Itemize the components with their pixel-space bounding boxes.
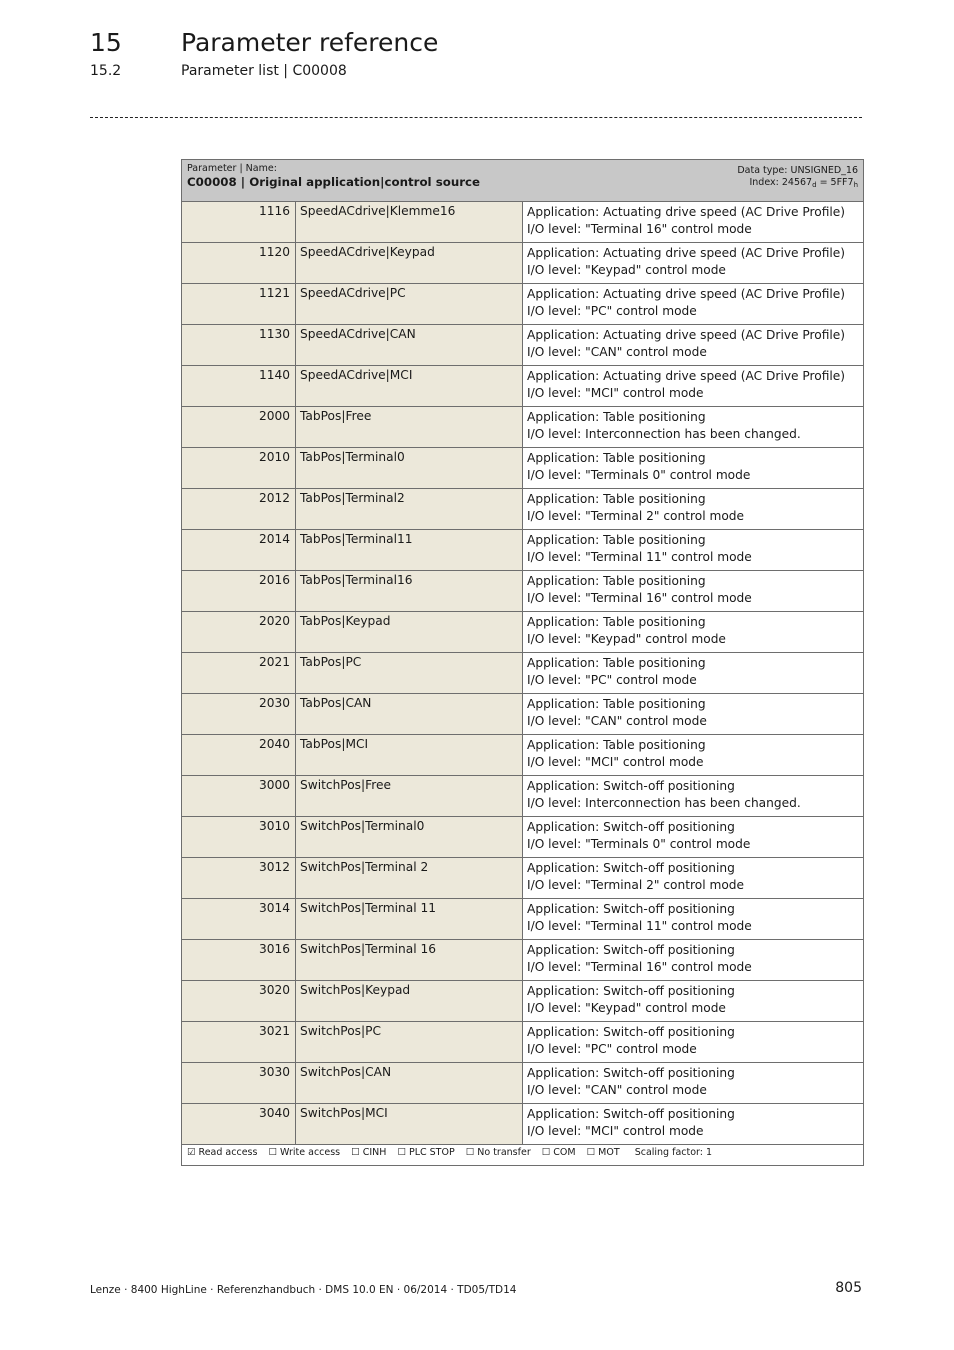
value-description (523, 325, 864, 366)
value-description (523, 571, 864, 612)
io-level-text: I/O level: Interconnection has been changed. (527, 795, 801, 810)
table-row (182, 202, 864, 243)
value-description (523, 899, 864, 940)
value-description (523, 530, 864, 571)
application-text: Application: Table positioning (527, 574, 706, 588)
application-text: Application: Switch-off positioning (527, 902, 735, 916)
io-level-text: I/O level: "CAN" control mode (527, 1082, 707, 1097)
io-level-text: I/O level: "Terminal 16" control mode (527, 221, 752, 236)
value-name: SwitchPos|Free (296, 776, 523, 817)
application-text: Application: Actuating drive speed (AC Drive Profile) (527, 205, 846, 219)
io-level-text: I/O level: "Terminal 2" control mode (527, 508, 745, 523)
write-access-flag: ☐ Write access (268, 1147, 341, 1158)
io-level-text: I/O level: "Terminal 11" control mode (527, 549, 752, 564)
application-text: Application: Table positioning (527, 492, 706, 506)
table-row (182, 981, 864, 1022)
value-name: SpeedACdrive|CAN (296, 325, 523, 366)
table-row (182, 448, 864, 489)
value-name: SwitchPos|Terminal0 (296, 817, 523, 858)
scaling-factor: Scaling factor: 1 (634, 1147, 713, 1158)
table-row (182, 1022, 864, 1063)
value-description (523, 817, 864, 858)
value-code: 2040 (182, 735, 296, 776)
plc-stop-flag: ☐ PLC STOP (397, 1147, 455, 1158)
value-name: SwitchPos|PC (296, 1022, 523, 1063)
io-level-text: I/O level: "PC" control mode (527, 1041, 697, 1056)
table-row (182, 694, 864, 735)
value-name: TabPos|Terminal11 (296, 530, 523, 571)
application-text: Application: Actuating drive speed (AC Drive Profile) (527, 287, 846, 301)
table-row (182, 1104, 864, 1145)
io-level-text: I/O level: "Terminal 2" control mode (527, 877, 745, 892)
table-row (182, 325, 864, 366)
io-level-text: I/O level: "Terminal 16" control mode (527, 590, 752, 605)
value-code: 3000 (182, 776, 296, 817)
application-text: Application: Table positioning (527, 738, 706, 752)
header-label: Parameter | Name: (187, 163, 277, 174)
value-description (523, 1104, 864, 1145)
io-level-text: I/O level: "PC" control mode (527, 303, 697, 318)
value-code: 3030 (182, 1063, 296, 1104)
value-code: 2030 (182, 694, 296, 735)
cinh-flag: ☐ CINH (351, 1147, 387, 1158)
value-description (523, 694, 864, 735)
value-name: TabPos|Free (296, 407, 523, 448)
value-name: SwitchPos|Terminal 16 (296, 940, 523, 981)
value-code: 3016 (182, 940, 296, 981)
application-text: Application: Actuating drive speed (AC Drive Profile) (527, 369, 846, 383)
table-row (182, 653, 864, 694)
chapter-title: Parameter reference (181, 28, 439, 57)
value-name: SwitchPos|Keypad (296, 981, 523, 1022)
io-level-text: I/O level: "MCI" control mode (527, 1123, 704, 1138)
header-info (737, 165, 858, 191)
table-row (182, 735, 864, 776)
table-row (182, 571, 864, 612)
value-description (523, 489, 864, 530)
value-name: SwitchPos|Terminal 2 (296, 858, 523, 899)
value-code: 3010 (182, 817, 296, 858)
io-level-text: I/O level: "Terminal 16" control mode (527, 959, 752, 974)
table-row (182, 489, 864, 530)
io-level-text: I/O level: "Keypad" control mode (527, 262, 726, 277)
value-name: TabPos|CAN (296, 694, 523, 735)
value-name: TabPos|Terminal16 (296, 571, 523, 612)
application-text: Application: Switch-off positioning (527, 1025, 735, 1039)
data-type: Data type: UNSIGNED_16 (737, 165, 859, 176)
value-description (523, 1022, 864, 1063)
value-description (523, 1063, 864, 1104)
mot-flag: ☐ MOT (586, 1147, 620, 1158)
io-level-text: I/O level: "MCI" control mode (527, 754, 704, 769)
application-text: Application: Switch-off positioning (527, 984, 735, 998)
value-code: 3014 (182, 899, 296, 940)
table-row (182, 243, 864, 284)
value-name: TabPos|Terminal2 (296, 489, 523, 530)
value-description (523, 407, 864, 448)
value-code: 3021 (182, 1022, 296, 1063)
io-level-text: I/O level: "CAN" control mode (527, 344, 707, 359)
section-title: Parameter list | C00008 (181, 63, 347, 79)
application-text: Application: Table positioning (527, 615, 706, 629)
application-text: Application: Actuating drive speed (AC Drive Profile) (527, 246, 846, 260)
io-level-text: I/O level: "Keypad" control mode (527, 631, 726, 646)
table-row (182, 899, 864, 940)
table-row (182, 366, 864, 407)
application-text: Application: Actuating drive speed (AC Drive Profile) (527, 328, 846, 342)
document-footer: Lenze · 8400 HighLine · Referenzhandbuch · DMS 10.0 EN · 06/2014 · TD05/TD14 (90, 1284, 517, 1296)
table-row (182, 284, 864, 325)
value-description (523, 653, 864, 694)
io-level-text: I/O level: "Terminal 11" control mode (527, 918, 752, 933)
parameter-name: C00008 | Original application|control source (187, 175, 481, 189)
page-number: 805 (835, 1280, 862, 1296)
value-name: TabPos|MCI (296, 735, 523, 776)
value-name: SwitchPos|MCI (296, 1104, 523, 1145)
value-description (523, 284, 864, 325)
value-code: 2014 (182, 530, 296, 571)
com-flag: ☐ COM (541, 1147, 576, 1158)
value-code: 3020 (182, 981, 296, 1022)
value-description (523, 243, 864, 284)
value-name: SpeedACdrive|Klemme16 (296, 202, 523, 243)
value-name: SpeedACdrive|PC (296, 284, 523, 325)
read-access-flag: ☑ Read access (187, 1147, 258, 1158)
header-divider (90, 117, 862, 118)
value-description (523, 202, 864, 243)
application-text: Application: Table positioning (527, 697, 706, 711)
value-description (523, 981, 864, 1022)
value-name: SwitchPos|Terminal 11 (296, 899, 523, 940)
io-level-text: I/O level: "Terminals 0" control mode (527, 836, 751, 851)
value-code: 3040 (182, 1104, 296, 1145)
application-text: Application: Switch-off positioning (527, 861, 735, 875)
value-code: 1140 (182, 366, 296, 407)
table-row (182, 530, 864, 571)
value-name: TabPos|Terminal0 (296, 448, 523, 489)
io-level-text: I/O level: "CAN" control mode (527, 713, 707, 728)
parameter-table (181, 159, 864, 1166)
table-row (182, 407, 864, 448)
value-name: SpeedACdrive|MCI (296, 366, 523, 407)
value-description (523, 940, 864, 981)
section-number: 15.2 (90, 63, 122, 79)
value-description (523, 858, 864, 899)
value-description (523, 366, 864, 407)
application-text: Application: Table positioning (527, 410, 706, 424)
value-code: 2016 (182, 571, 296, 612)
value-name: SwitchPos|CAN (296, 1063, 523, 1104)
value-description (523, 776, 864, 817)
table-row (182, 612, 864, 653)
value-description (523, 735, 864, 776)
no-transfer-flag: ☐ No transfer (465, 1147, 531, 1158)
application-text: Application: Table positioning (527, 533, 706, 547)
application-text: Application: Switch-off positioning (527, 943, 735, 957)
value-code: 1121 (182, 284, 296, 325)
value-code: 2012 (182, 489, 296, 530)
value-code: 3012 (182, 858, 296, 899)
table-row (182, 1063, 864, 1104)
application-text: Application: Switch-off positioning (527, 1107, 735, 1121)
table-footer (182, 1145, 864, 1166)
parameter-index: Index: $24567_d = 5FF7_h$ (749, 177, 859, 189)
application-text: Application: Switch-off positioning (527, 1066, 735, 1080)
value-code: 2021 (182, 653, 296, 694)
value-description (523, 612, 864, 653)
value-code: 1120 (182, 243, 296, 284)
application-text: Application: Table positioning (527, 451, 706, 465)
application-text: Application: Table positioning (527, 656, 706, 670)
application-text: Application: Switch-off positioning (527, 820, 735, 834)
table-row (182, 817, 864, 858)
application-text: Application: Switch-off positioning (527, 779, 735, 793)
io-level-text: I/O level: Interconnection has been changed. (527, 426, 801, 441)
value-code: 2000 (182, 407, 296, 448)
value-description (523, 448, 864, 489)
value-name: TabPos|Keypad (296, 612, 523, 653)
table-row (182, 858, 864, 899)
value-name: TabPos|PC (296, 653, 523, 694)
table-body (182, 202, 864, 1145)
value-code: 2020 (182, 612, 296, 653)
io-level-text: I/O level: "Terminals 0" control mode (527, 467, 751, 482)
chapter-number: 15 (90, 28, 122, 57)
value-code: 1130 (182, 325, 296, 366)
value-code: 1116 (182, 202, 296, 243)
value-code: 2010 (182, 448, 296, 489)
io-level-text: I/O level: "MCI" control mode (527, 385, 704, 400)
table-header (182, 160, 864, 202)
io-level-text: I/O level: "Keypad" control mode (527, 1000, 726, 1015)
table-row (182, 776, 864, 817)
table-row (182, 940, 864, 981)
value-name: SpeedACdrive|Keypad (296, 243, 523, 284)
io-level-text: I/O level: "PC" control mode (527, 672, 697, 687)
